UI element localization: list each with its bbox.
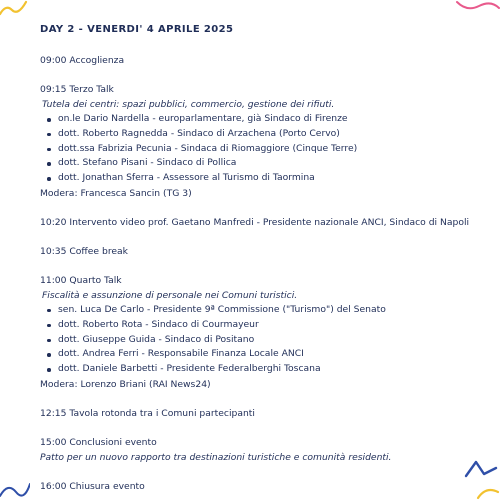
speaker-item: dott. Stefano Pisani - Sindaco di Pollica [46, 156, 472, 171]
speaker-item: dott.ssa Fabrizia Pecunia - Sindaca di Riomaggiore (Cinque Terre) [46, 142, 472, 157]
decorative-squiggle-top-right [455, 0, 500, 14]
talk-three-subtitle: Tutela dei centri: spazi pubblici, commercio, gestione dei rifiuti. [42, 99, 335, 110]
speaker-item: dott. Jonathan Sferra - Assessore al Turismo di Taormina [46, 171, 472, 186]
coffee-break-item: 10:35 Coffee break [40, 245, 128, 257]
speaker-item: dott. Daniele Barbetti - Presidente Federalberghi Toscana [46, 362, 472, 377]
talk-four-heading: 11:00 Quarto Talk [40, 274, 122, 286]
talk-four-section [40, 273, 472, 392]
conclusions-heading: 15:00 Conclusioni evento [40, 436, 157, 448]
speaker-item: on.le Dario Nardella - europarlamentare, già Sindaco di Firenze [46, 112, 472, 127]
speaker-item: sen. Luca De Carlo - Presidente 9ª Commissione ("Turismo") del Senato [46, 303, 472, 318]
round-table-item: 12:15 Tavola rotonda tra i Comuni partecipanti [40, 407, 255, 419]
conclusions-subtitle: Patto per un nuovo rapporto tra destinazioni turistiche e comunità residenti. [40, 451, 392, 463]
closing-item: 16:00 Chiusura evento [40, 480, 145, 492]
talk-three-heading: 09:15 Terzo Talk [40, 84, 114, 95]
speaker-item: dott. Andrea Ferri - Responsabile Finanza Locale ANCI [46, 347, 472, 362]
speaker-item: dott. Giuseppe Guida - Sindaco di Positano [46, 333, 472, 348]
talk-four-subtitle: Fiscalità e assunzione di personale nei Comuni turistici. [42, 289, 298, 301]
welcome-item: 09:00 Accoglienza [40, 55, 125, 66]
talk-four-speaker-list [40, 303, 472, 377]
talk-three-speaker-list [40, 112, 472, 186]
talk-four-moderator: Modera: Lorenzo Briani (RAI News24) [40, 378, 211, 390]
program-content [40, 23, 472, 494]
conclusions-section [40, 435, 472, 465]
decorative-squiggle-top-left [0, 0, 30, 20]
decorative-squiggle-bottom-left [0, 478, 30, 500]
talk-three-moderator: Modera: Francesca Sancin (TG 3) [40, 187, 192, 199]
talk-three-section [40, 82, 472, 201]
speaker-item: dott. Roberto Rota - Sindaco di Courmayeur [46, 318, 472, 333]
video-intervention-item: 10:20 Intervento video prof. Gaetano Manfredi - Presidente nazionale ANCI, Sindaco di Napoli [40, 216, 470, 228]
speaker-item: dott. Roberto Ragnedda - Sindaco di Arzachena (Porto Cervo) [46, 127, 472, 142]
day-title: DAY 2 - VENERDI' 4 APRILE 2025 [40, 24, 234, 35]
